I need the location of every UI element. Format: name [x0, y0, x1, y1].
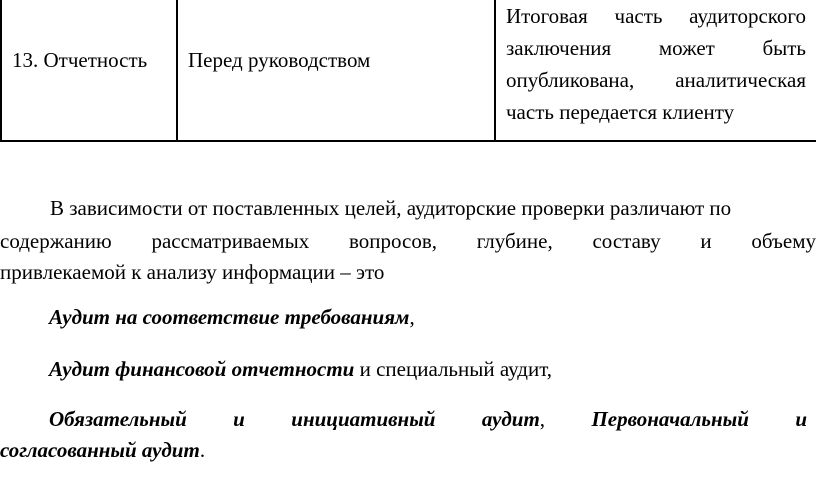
intro-paragraph-line — [50, 196, 816, 221]
note-line: Итоговая часть аудиторского — [506, 4, 806, 28]
note-line: часть передается клиенту — [506, 100, 735, 124]
item3-separator: , — [539, 407, 592, 431]
row-title: 13. Отчетность — [12, 48, 148, 72]
audit-comparison-table — [0, 0, 816, 142]
intro-paragraph-line — [0, 260, 816, 285]
intro-line-1: В зависимости от поставленных целей, аудиторские проверки различают по — [50, 196, 732, 220]
list-item — [49, 305, 816, 330]
table-cell-recipient — [178, 0, 496, 140]
list-item — [49, 407, 807, 432]
item2-tail: и специальный аудит, — [354, 357, 553, 381]
intro-line-3: привлекаемой к анализу информации – это — [0, 260, 385, 284]
intro-line-2: содержанию рассматриваемых вопросов, глубине, составу и объему — [0, 229, 816, 253]
item3-tail: . — [199, 438, 206, 462]
table-cell-note — [496, 0, 816, 140]
item3-emphasis-b: Первоначальный и — [591, 407, 808, 431]
note-line: заключения может быть — [506, 36, 806, 60]
item2-emphasis: Аудит финансовой отчетности — [49, 357, 355, 381]
list-item — [49, 357, 816, 382]
table-cell-row-title — [4, 0, 178, 140]
item3-emphasis-c: согласованный аудит — [0, 438, 200, 462]
intro-paragraph-line — [0, 229, 816, 254]
list-item-continuation — [0, 438, 816, 463]
recipient-text: Перед руководством — [188, 48, 371, 72]
item1-emphasis: Аудит на соответствие требованиям — [49, 305, 410, 329]
note-line: опубликована, аналитическая — [506, 68, 806, 92]
item1-tail: , — [409, 305, 415, 329]
item3-emphasis-a: Обязательный и инициативный аудит — [49, 407, 540, 431]
